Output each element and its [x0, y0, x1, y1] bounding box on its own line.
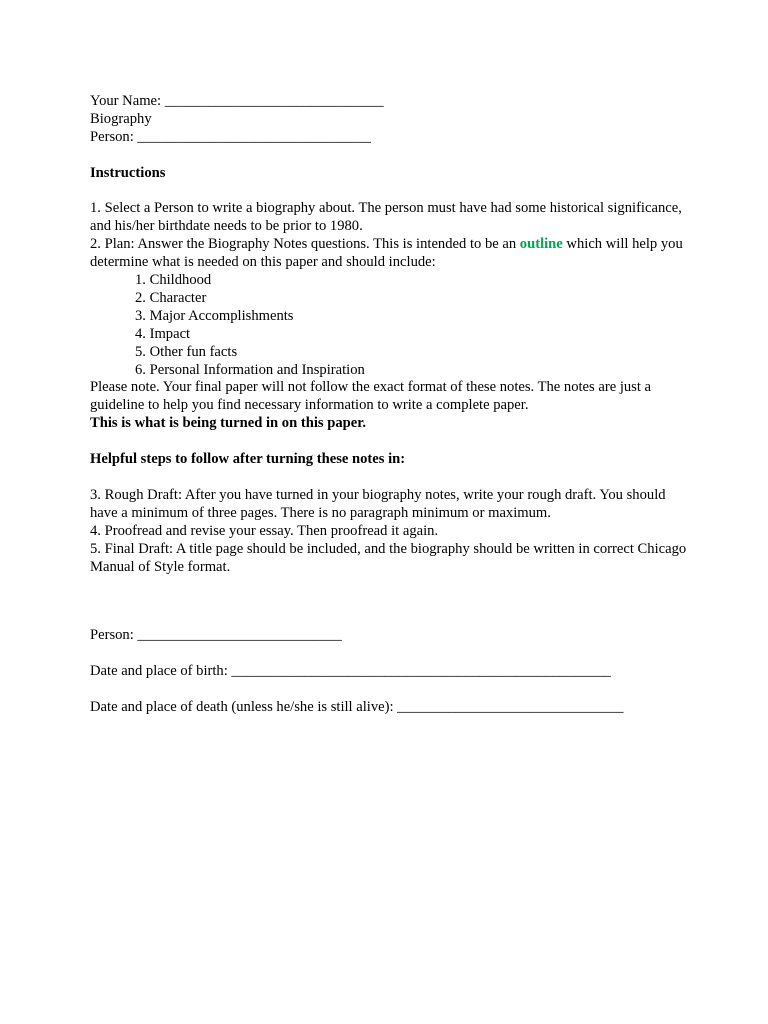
outline-item: 3. Major Accomplishments: [135, 307, 294, 324]
notes-fields: [90, 627, 710, 734]
outline-item: 6. Personal Information and Inspiration: [135, 361, 365, 378]
rough-draft-step: 3. Rough Draft: After you have turned in your biography notes, write your rough draft. You should have a minimum of three pages. There is no paragraph minimum or maximum.: [90, 486, 666, 521]
death-field: Date and place of death (unless he/she is still alive): _______________________________: [90, 698, 624, 715]
step-2-text-after: which will help you determine what is needed on this paper and should include:: [90, 236, 683, 271]
outline-item: 5. Other fun facts: [135, 343, 238, 360]
step-2-text-before: 2. Plan: Answer the Biography Notes questions. This is intended to be an: [90, 236, 520, 253]
subject-label: Biography: [90, 110, 152, 127]
helpful-steps-heading: Helpful steps to follow after turning these notes in:: [90, 451, 406, 468]
final-draft-step: 5. Final Draft: A title page should be included, and the biography should be written in correct Chicago Manual of Style format.: [90, 540, 687, 575]
document-body: [90, 93, 690, 576]
birth-field: Date and place of birth: ____________________________________________________: [90, 662, 611, 679]
instructions-heading: Instructions: [90, 164, 166, 181]
instruction-step-1: 1. Select a Person to write a biography about. The person must have had some historical significance, and his/her birthdate needs to be prior to 1980.: [90, 200, 682, 235]
outline-item: 1. Childhood: [135, 272, 212, 289]
outline-item: 4. Impact: [135, 325, 191, 342]
your-name-line: Your Name: ______________________________: [90, 93, 384, 109]
person-line-header: Person: ________________________________: [90, 128, 371, 145]
please-note-paragraph: Please note. Your final paper will not follow the exact format of these notes. The notes are just a guideline to help you find necessary information to write a complete paper.: [90, 379, 652, 414]
instruction-step-2: [90, 236, 690, 272]
turn-in-notice: This is what is being turned in on this paper.: [90, 415, 367, 432]
proofread-step: 4. Proofread and revise your essay. Then proofread it again.: [90, 522, 439, 539]
person-field: Person: ____________________________: [90, 627, 342, 643]
outline-highlight: outline: [519, 236, 563, 253]
outline-item: 2. Character: [135, 289, 207, 306]
